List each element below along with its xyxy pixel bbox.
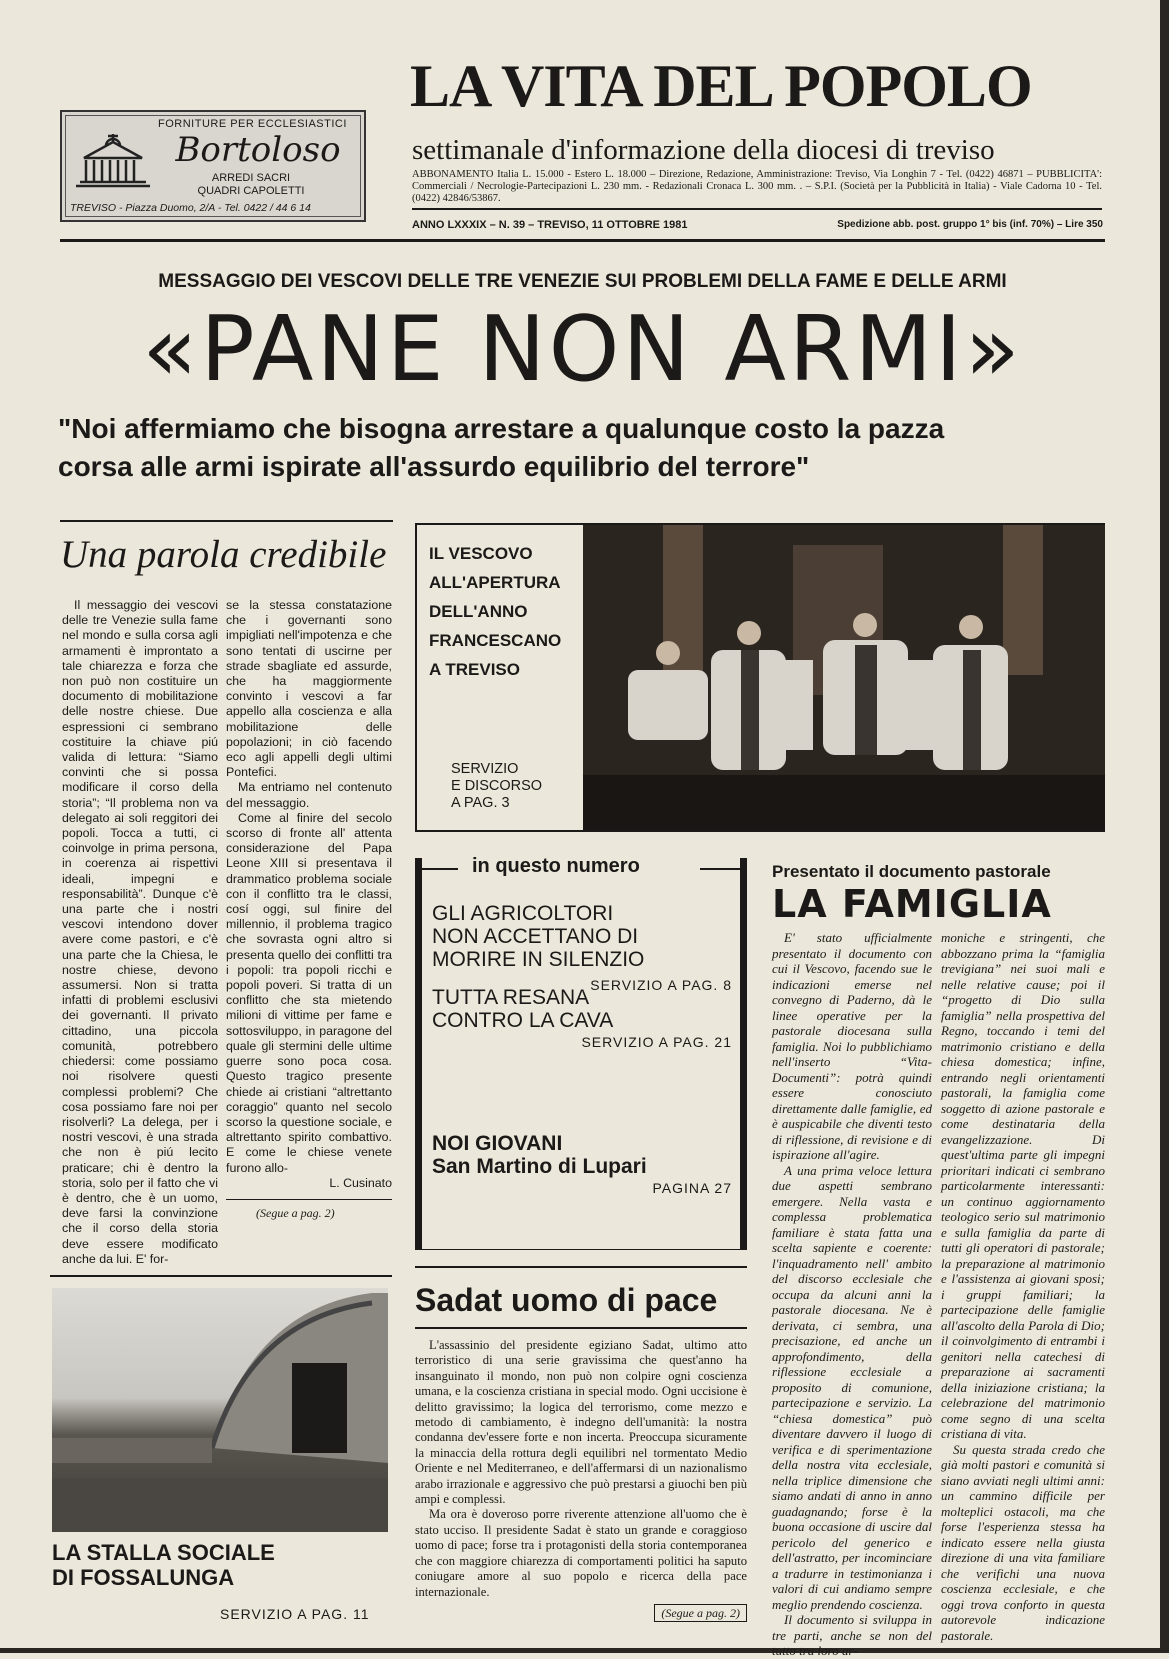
item-headline: MORIRE IN SILENZIO: [432, 948, 645, 971]
paragraph: Ma ora è doveroso porre riverente attenzione all'uomo che è stato ucciso. Il presidente Sadat è stato un grande e coraggioso uomo di pace; forse tra i protagonisti della storia contemporanea che con maggiore chiarezza di comportamenti politici ha saputo coniugare amore al suo popolo e ricerca della pace internazionale.: [415, 1507, 747, 1599]
issue-line: ANNO LXXXIX – N. 39 – TREVISO, 11 OTTOBRE 1981: [412, 219, 688, 231]
divider: [700, 868, 740, 870]
paragraph: Ma entriamo nel contenuto del messaggio.: [226, 780, 392, 810]
divider: [412, 208, 1102, 210]
continued-link[interactable]: (Segue a pag. 2): [256, 1205, 335, 1220]
vescovo-ref[interactable]: [451, 761, 542, 812]
ref-line: A PAG. 3: [451, 795, 510, 811]
page-edge: [0, 1648, 1169, 1653]
ref-line: E DISCORSO: [451, 778, 543, 794]
paragraph: Il documento si sviluppa in tre parti, anche se non del tutto tra loro ar-: [772, 1612, 932, 1658]
sadat-title: Sadat uomo di pace: [415, 1282, 718, 1318]
vescovo-feature: [415, 523, 1105, 832]
famiglia-title: LA FAMIGLIA: [772, 882, 1052, 926]
paragraph: moniche e stringenti, che abbozzano prima la “famiglia trevigiana” nei suoi mali e nelle relative cause; poi il “progetto di Dio sulla famiglia” nella prospettiva del Regno, toccando i temi del matrimonio cristiano e della chiesa domestica; infine, entrando negli orientamenti pastorali, la famiglia come soggetto di azione pastorale e come destinataria della evangelizzazione. Di quest'ultima parte gli impegni prioritari indicati ci sembrano particolarmente interessanti: un continuo aggiornamento teologico serio sul matrimonio e sulla famiglia da parte di tutti gli operatori di pastorale; la preparazione al matrimonio e l'assistenza ai giovani sposi; i gruppi familiari; la partecipazione delle famiglie all'ascolto della Parola di Dio; il coinvolgimento di entrambi i genitori nella catechesi di preparazione ai sacramenti della iniziazione cristiana; la celebrazione del matrimonio come segno di una scelta cristiana di vita.: [941, 930, 1105, 1441]
photo-figures: [583, 525, 1105, 830]
quote-line: corsa alle armi ispirate all'assurdo equilibrio del terrore": [58, 451, 810, 482]
headline-line: IL VESCOVO: [429, 544, 533, 563]
author: L. Cusinato: [329, 1175, 392, 1190]
famiglia-column-2: [941, 930, 1105, 1643]
divider: [415, 1327, 747, 1329]
ad-brand-logo: Bortoloso: [175, 130, 341, 170]
ad-tagline: FORNITURE PER ECCLESIASTICI: [158, 118, 347, 130]
divider: [60, 239, 1105, 242]
headline-line: FRANCESCANO: [429, 631, 562, 650]
item-headline: TUTTA RESANA: [432, 986, 590, 1009]
sadat-body: [415, 1338, 747, 1622]
item-headline: GLI AGRICOLTORI: [432, 902, 614, 925]
ad-line: ARREDI SACRI: [211, 172, 291, 184]
item-headline: San Martino di Lupari: [432, 1155, 647, 1178]
newspaper-title: LA VITA DEL POPOLO: [410, 53, 1032, 119]
postage-line: Spedizione abb. post. gruppo 1° bis (inf. 70%) – Lire 350: [837, 219, 1103, 230]
famiglia-kicker: Presentato il documento pastorale: [772, 862, 1051, 881]
church-icon: [72, 128, 154, 190]
headline-line: DI FOSSALUNGA: [52, 1565, 235, 1590]
stalla-headline[interactable]: [52, 1540, 275, 1590]
in-this-issue-box: [415, 855, 747, 1250]
item-ref: SERVIZIO A PAG. 8: [590, 977, 732, 993]
paragraph: A una prima veloce lettura due aspetti sembrano emergere. Nella vasta e complessa problematica familiare è stata fatta una scelta sapiente e coerente: l'inquadramento nell' ambito del discorso ecclesiale che occupa da alcuni anni la pastorale diocesana. Ne è derivata, ci sembra, una precisazione, ed anche un approfondimento, della riflessione ecclesiale a proposito di comunione, partecipazione e servizio. La “chiesa domestica” può diventare davvero il luogo di verifica e di sperimentazione della nostra vita ecclesiale, nella triplice dimensione che siamo andati di anno in anno guadagnando; forse è la buona occasione di uscire dal pericolo del generico e dell'astratto, per incominciare a tradurre in testimonianza i valori di cui andiamo sempre meglio prendendo coscienza.: [772, 1162, 932, 1612]
item-headline: CONTRO LA CAVA: [432, 1009, 614, 1032]
subscription-info: ABBONAMENTO Italia L. 15.000 - Estero L. 18.000 – Direzione, Redazione, Amministrazione: Treviso, Via Longhin 7 - Tel. (0422) 46871 – PUBBLICITA': Commerciali / Necrologie-Partecipazioni L. 230 mm. - Redazionali Cronaca L. 300 mm. . – S.P.I. (Società per la Pubblicità in Italia) - Viale Cadorna 10 - Tel. (0422) 42846/53867.: [412, 169, 1102, 204]
headline-line: LA STALLA SOCIALE: [52, 1540, 275, 1565]
editorial-column-1: [62, 598, 218, 1267]
issue-item[interactable]: [432, 986, 732, 1050]
item-headline: NON ACCETTANO DI: [432, 925, 639, 948]
item-ref: PAGINA 27: [652, 1180, 732, 1196]
paragraph: Come al finire del secolo scorso di fronte all' attenta considerazione del Papa Leone XIII si presentava il drammatico problema sociale con il conflitto tra le classi, cosí oggi, sul finire del millennio, il problema tragico che sovrasta ogni altro si presenta quello dei conflitti tra i popoli: tra popoli ricchi e popoli poveri. Si tratta di un conflitto che sta mietendo milioni di vittime per fame e sottosviluppo, in paragone del quale gli stermini delle ultime guerre sono poca cosa. Questo tragico presente chiede ai cristiani “altrettanto coraggio” quanto nel secolo scorso la questione sociale, e altrettanto spirito combattivo. E come le chiese venete furono allo-: [226, 810, 392, 1175]
headline-line: A TREVISO: [429, 660, 520, 679]
page-edge: [1160, 0, 1169, 1653]
editorial-column-2: [226, 598, 392, 1221]
lead-quote: [58, 410, 1103, 486]
paragraph: E' stato ufficialmente presentato il documento con cui il Vescovo, facendo sue le indicazioni emerse nel convegno di Paderno, dà le linee operative per la pastorale diocesana sulla famiglia. Noi lo pubblichiamo nell'inserto “Vita-Documenti”: potrà quindi essere conosciuto direttamente dalle famiglie, ed è auspicabile che diventi testo di riflessione, di revisione e di ispirazione all'agire.: [772, 930, 932, 1162]
photo-barn-shapes: [52, 1288, 388, 1532]
divider: [60, 520, 393, 522]
photo-barn: [52, 1288, 388, 1532]
headline-line: DELL'ANNO: [429, 602, 528, 621]
quote-line: "Noi affermiamo che bisogna arrestare a qualunque costo la pazza: [58, 413, 945, 444]
newspaper-subtitle: settimanale d'informazione della diocesi di treviso: [412, 134, 995, 166]
vescovo-headline: [429, 539, 561, 684]
advertisement-bortoloso: [60, 110, 366, 222]
item-ref: SERVIZIO A PAG. 21: [581, 1034, 732, 1050]
lead-headline: «PANE NON ARMI»: [142, 297, 1023, 402]
divider: [422, 868, 458, 870]
item-headline: NOI GIOVANI: [432, 1132, 563, 1155]
paragraph: se la stessa constatazione che i governanti sono impigliati nell'impotenza e che sono tentati di uscirne per strade sbagliate ed assurde, che ha maggiormente convinto i vescovi a far appello alla coscienza e alla mobilitazione delle popolazioni; in ciò facendo eco agli appelli degli ultimi Pontefici.: [226, 598, 392, 780]
ad-address: TREVISO - Piazza Duomo, 2/A - Tel. 0422 / 44 6 14: [70, 202, 311, 214]
photo-bishops-ceremony: [583, 525, 1105, 830]
stalla-ref: SERVIZIO A PAG. 11: [220, 1606, 370, 1622]
paragraph: Il messaggio dei vescovi delle tre Venezie sulla fame nel mondo e sulla corsa agli armamenti è improntato a tale chiarezza e forza che non può non costituire un documento di mobilitazione delle nostre chiese. Due espressioni ci sembrano costituire la chiave piú valida di lettura: “Siamo convinti che si possa modificare il corso della storia”; “Il problema non va delegato ai soli reggitori dei popoli. Tocca a tutti, ci coinvolge in prima persona, in coerenza ai rispettivi ideali, impegni e responsabilità”. Dunque c'è una parte che i nostri vescovi intendono dover avere come pastori, e c'è una parte che la Chiesa, le nostre chiese, devono assumersi. Non si tratta infatti di problemi esclusivi dei governanti. Il privato cittadino, una piccola comunità, potrebbero chiedersi: come possiamo noi risolvere questi complessi problemi? Che cosa possiamo fare noi per risolverli? La delega, per i nostri vescovi, è una strada che non è piú lecito praticare; chi è dentro la storia, solo per il fatto che vi è dentro, che è un uomo, deve farsi la convinzione che il corso della storia deve essere modificato anche da lui. E' for-: [62, 598, 218, 1266]
ref-line: SERVIZIO: [451, 761, 519, 777]
divider: [226, 1199, 392, 1200]
ad-line: QUADRI CAPOLETTI: [197, 185, 305, 197]
divider: [415, 1266, 747, 1268]
paragraph: Su questa strada credo che già molti pastori e comunità si siano avviati negli ultimi anni: un cammino difficile per molteplici ostacoli, ma che forse l'esperienza stessa ha indicato essere nella giusta direzione di una vita familiare che verifichi una nuova coscienza ecclesiale, e che oggi trova conforto in questa autorevole indicazione pastorale.: [941, 1441, 1105, 1643]
continued-link[interactable]: (Segue a pag. 2): [654, 1604, 747, 1622]
headline-line: ALL'APERTURA: [429, 573, 561, 592]
in-this-issue-title: in questo numero: [472, 855, 640, 877]
issue-item[interactable]: [432, 902, 732, 993]
lead-kicker: MESSAGGIO DEI VESCOVI DELLE TRE VENEZIE SUI PROBLEMI DELLA FAME E DELLE ARMI: [158, 271, 1007, 292]
editorial-title: Una parola credibile: [60, 533, 387, 576]
paragraph: L'assassinio del presidente egiziano Sadat, ultimo atto terroristico di una serie gravissima che quest'anno ha insanguinato il mondo, non può non colpire ogni coscienza umana, e la coscienza cristiana in special modo. Ogni uccisione è delitto gravissimo; la logica del terrorismo, come mezzo e metodo di cambiamento, è indegno dell'umanità: la nostra condanna dev'essere forte e non incerta. Preoccupa sicuramente la minaccia della rottura degli equilibri nel tormentato Medio Oriente e nel Mediterraneo, e dell'affermarsi di un nazionalismo arabo irrazionale e aggressivo che può prestarsi a giuochi ben più ampi e complessi.: [415, 1338, 747, 1507]
famiglia-column-1: [772, 930, 932, 1659]
divider: [50, 1275, 392, 1277]
issue-item[interactable]: [432, 1132, 732, 1196]
